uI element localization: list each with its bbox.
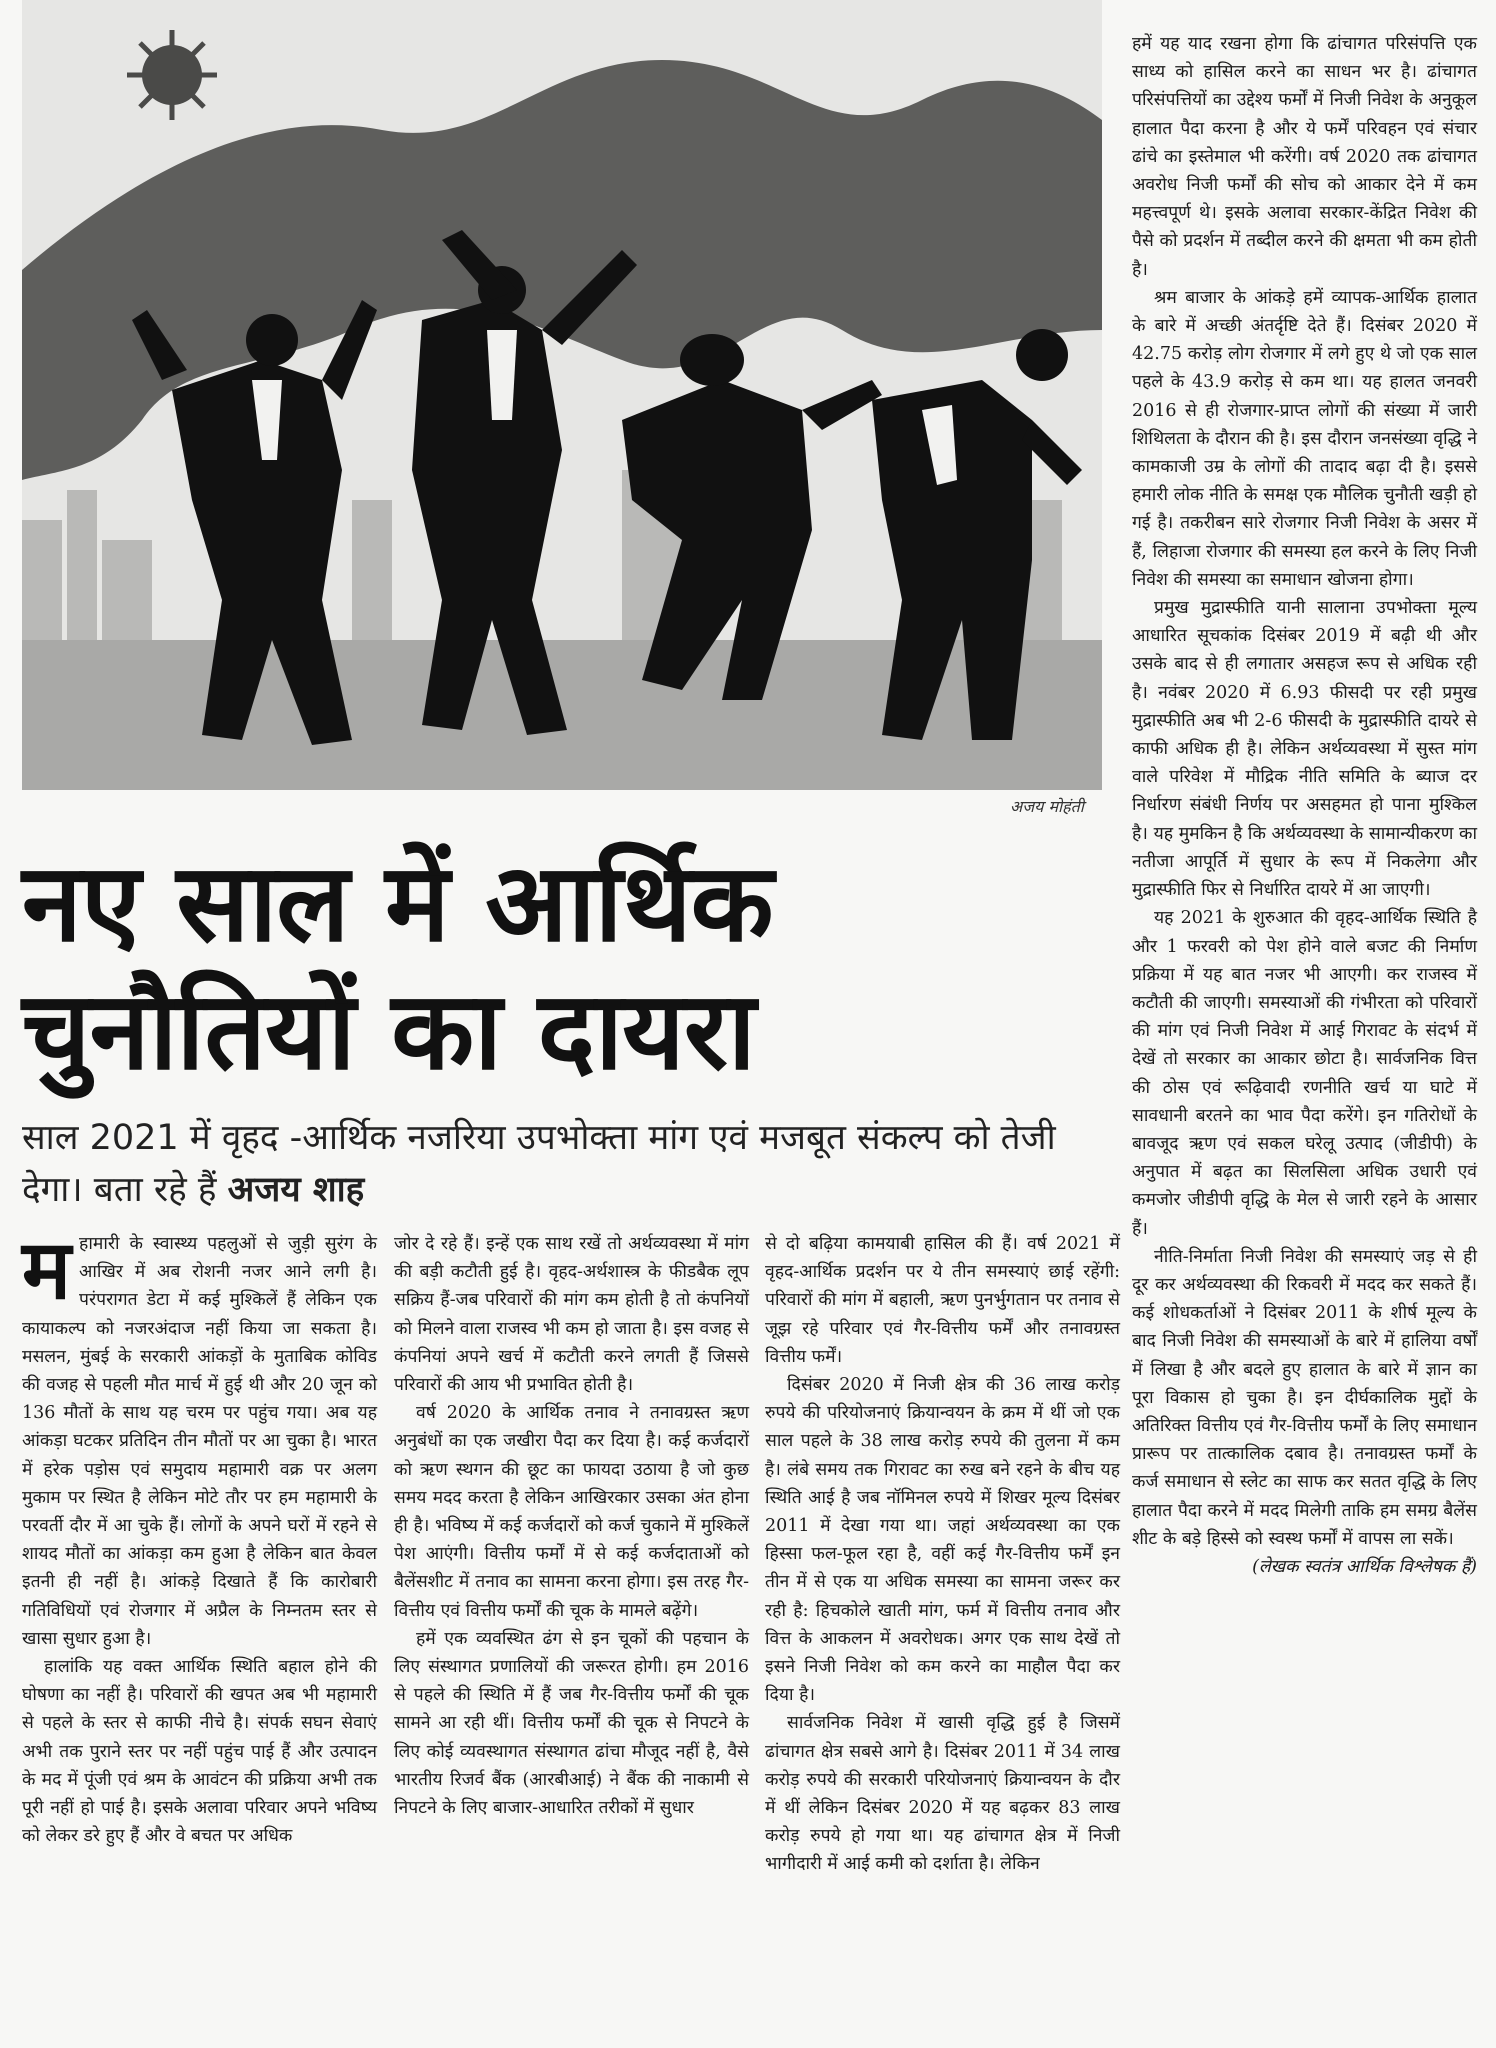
paragraph: सार्वजनिक निवेश में खासी वृद्धि हुई है जिसमें ढांचागत क्षेत्र सबसे आगे है। दिसंबर 2011 में 34 लाख करोड़ रुपये की सरकारी परियोजनाएं क्रियान्वयन के दौर में थीं लेकिन दिसंबर 2020 में यह बढ़कर 83 लाख करोड़ रुपये हो गया था। यह ढांचागत क्षेत्र में निजी भागीदारी में आई कमी को दर्शाता है। लेकिन <box>765 1713 1120 1875</box>
paragraph: नीति-निर्माता निजी निवेश की समस्याएं जड़ से ही दूर कर अर्थव्यवस्था की रिकवरी में मदद कर सकते हैं। कई शोधकर्ताओं ने दिसंबर 2011 के शीर्ष मूल्य के बाद निजी निवेश की समस्याओं के बारे में हालिया वर्षों में लिखा है और बदले हुए हालात के बारे में ज्ञान का पूरा विकास हो चुका है। इन दीर्घकालिक मुद्दों के अतिरिक्त वित्तीय एवं गैर-वित्तीय फर्मों के लिए समाधान प्रारूप पर तात्कालिक दबाव है। तनावग्रस्त फर्मों के कर्ज समाधान से स्लेट का साफ कर सतत वृद्धि के लिए हालात पैदा करने में मदद मिलेगी ताकि हम समग्र बैलेंस शीट के बड़े हिस्से को स्वस्थ फर्मों में वापस ला सकें। <box>1132 1246 1477 1549</box>
paragraph: से दो बढ़िया कामयाबी हासिल की हैं। वर्ष 2021 में वृहद-आर्थिक प्रदर्शन पर ये तीन समस्याएं छाई रहेंगी: परिवारों की मांग में बहाली, ऋण पुनर्भुगतान पर तनाव से जूझ रहे परिवार एवं गैर-वित्तीय फर्में और तनावग्रस्त वित्तीय फर्में। <box>765 1234 1120 1367</box>
headline-line-2: चुनौतियों का दायरा <box>22 969 755 1094</box>
author-name: अजय शाह <box>227 1170 365 1210</box>
article-column-1 <box>22 1223 377 1850</box>
businessmen-wrestling-virus-illustration <box>22 0 1102 790</box>
article-column-4 <box>1132 30 1477 1581</box>
subheadline <box>22 1112 1102 1216</box>
paragraph: प्रमुख मुद्रास्फीति यानी सालाना उपभोक्ता मूल्य आधारित सूचकांक दिसंबर 2019 में बढ़ी थी और उसके बाद से ही लगातार असहज रूप से अधिक रही है। नवंबर 2020 में 6.93 फीसदी पर रही प्रमुख मुद्रास्फीति अब भी 2-6 फीसदी के मुद्रास्फीति दायरे से काफी अधिक ही है। लेकिन अर्थव्यवस्था में सुस्त मांग वाले परिवेश में मौद्रिक नीति समिति के ब्याज दर निर्धारण संबंधी निर्णय पर असहमत हो पाना मुश्किल है। यह मुमकिन है कि अर्थव्यवस्था के सामान्यीकरण का नतीजा आपूर्ति में सुधार के रूप में निकलेगा और मुद्रास्फीति फिर से निर्धारित दायरे में आ जाएगी। <box>1132 598 1477 901</box>
article-column-3 <box>765 1230 1120 1879</box>
paragraph: वर्ष 2020 के आर्थिक तनाव ने तनावग्रस्त ऋण अनुबंधों का एक जखीरा पैदा कर दिया है। कई कर्जदारों को ऋण स्थगन की छूट का फायदा उठाया है जो कुछ समय मदद करता है लेकिन आखिरकार उसका अंत होना ही है। भविष्य में कई कर्जदारों को कर्ज चुकाने में मुश्किलें पेश आएंगी। वित्तीय फर्मों में से कई कर्जदाताओं को बैलेंसशीट में तनाव का सामना करना होगा। इस तरह गैर-वित्तीय एवं वित्तीय फर्मों की चूक के मामले बढ़ेंगे। <box>394 1403 749 1621</box>
paragraph: हालांकि यह वक्त आर्थिक स्थिति बहाल होने की घोषणा का नहीं है। परिवारों की खपत अब भी महामारी से पहले के स्तर से काफी नीचे है। संपर्क सघन सेवाएं अभी तक पुराने स्तर पर नहीं पहुंच पाई हैं और उत्पादन के मद में पूंजी एवं श्रम के आवंटन की प्रक्रिया अभी तक पूरी नहीं हो पाई है। इसके अलावा परिवार अपने भविष्य को लेकर डरे हुए हैं और वे बचत पर अधिक <box>22 1657 377 1847</box>
paragraph: हमें एक व्यवस्थित ढंग से इन चूकों की पहचान के लिए संस्थागत प्रणालियों की जरूरत होगी। हम 2016 से पहले की स्थिति में हैं जब गैर-वित्तीय फर्मों की चूक सामने आ रही थीं। वित्तीय फर्मों की चूक से निपटने के लिए कोई व्यवस्थागत संस्थागत ढांचा मौजूद नहीं है, वैसे भारतीय रिजर्व बैंक (आरबीआई) ने बैंक की नाकामी से निपटने के लिए बाजार-आधारित तरीकों में सुधार <box>394 1628 749 1819</box>
headline-line-1: नए साल में आर्थिक <box>22 841 773 966</box>
author-note: (लेखक स्वतंत्र आर्थिक विश्लेषक हैं) <box>1252 1556 1477 1577</box>
paragraph: हमें यह याद रखना होगा कि ढांचागत परिसंपत्ति एक साध्य को हासिल करने का साधन भर है। ढांचागत परिसंपत्तियों का उद्देश्य फर्मों में निजी निवेश के अनुकूल हालात पैदा करना है और ये फर्में परिवहन एवं संचार ढांचे का इस्तेमाल भी करेंगी। वर्ष 2020 तक ढांचागत अवरोध निजी फर्मों की सोच को आकार देने में कम महत्त्वपूर्ण थे। इसके अलावा सरकार-केंद्रित निवेश की पैसे को प्रदर्शन में तब्दील करने की क्षमता भी कम होती है। <box>1132 34 1477 280</box>
paragraph: दिसंबर 2020 में निजी क्षेत्र की 36 लाख करोड़ रुपये की परियोजनाएं क्रियान्वयन के क्रम में थीं जो एक साल पहले के 38 लाख करोड़ रुपये की तुलना में कम है। लंबे समय तक गिरावट का रुख बने रहने के बीच यह स्थिति आई है जब नॉमिनल रुपये में शिखर मूल्य दिसंबर 2011 में देखा गया था। जहां अर्थव्यवस्था का एक हिस्सा फल-फूल रहा है, वहीं कई गैर-वित्तीय फर्में इन तीन में से एक या अधिक समस्या का सामना जरूर कर रही है: हिचकोले खाती मांग, फर्म में वित्तीय तनाव और वित्त के आकलन में अवरोधक। अगर एक साथ देखें तो इसने निजी निवेश को कम करने का माहौल पैदा कर दिया है। <box>765 1375 1120 1706</box>
illustration-credit: अजय मोहंती <box>1010 797 1084 816</box>
drop-cap: म <box>22 1223 72 1318</box>
paragraph: जोर दे रहे हैं। इन्हें एक साथ रखें तो अर्थव्यवस्था में मांग की बड़ी कटौती हुई है। वृहद-अर्थशास्त्र के फीडबैक लूप सक्रिय हैं-जब परिवारों की मांग कम होती है तो कंपनियों को मिलने वाला राजस्व भी कम हो जाता है। इस वजह से कंपनियां अपने खर्च में कटौती करने लगती हैं जिससे परिवारों की आय भी प्रभावित होती है। <box>394 1234 749 1396</box>
subhead-text: साल 2021 में वृहद -आर्थिक नजरिया उपभोक्ता मांग एवं मजबूत संकल्प को तेजी देगा। बता रहे हैं <box>22 1118 1056 1210</box>
article-column-2 <box>394 1230 749 1822</box>
virus-icon <box>127 30 217 120</box>
paragraph: श्रम बाजार के आंकड़े हमें व्यापक-आर्थिक हालात के बारे में अच्छी अंतर्दृष्टि देते हैं। दिसंबर 2020 में 42.75 करोड़ लोग रोजगार में लगे हुए थे जो एक साल पहले के 43.9 करोड़ से कम था। यह हालत जनवरी 2016 से ही रोजगार-प्राप्त लोगों की संख्या में जारी शिथिलता के दौरान की है। इस दौरान जनसंख्या वृद्धि ने कामकाजी उम्र के लोगों की तादाद बढ़ा दी है। इससे हमारी लोक नीति के समक्ष एक मौलिक चुनौती खड़ी हो गई है। तकरीबन सारे रोजगार निजी निवेश के असर में हैं, लिहाजा रोजगार की समस्या हल करने के लिए निजी निवेश की समस्या का समाधान खोजना होगा। <box>1132 287 1477 590</box>
article-illustration <box>22 0 1102 790</box>
paragraph: यह 2021 के शुरुआत की वृहद-आर्थिक स्थिति है और 1 फरवरी को पेश होने वाले बजट की निर्माण प्रक्रिया में यह बात नजर भी आएगी। कर राजस्व में कटौती की जाएगी। समस्याओं की गंभीरता को परिवारों की मांग एवं निजी निवेश में आई गिरावट के संदर्भ में देखें तो सरकार का आकार छोटा है। सार्वजनिक वित्त की ठोस एवं रूढ़िवादी रणनीति खर्च या घाटे में सावधानी बरतने का भाव पैदा करेंगे। इन गतिरोधों के बावजूद ऋण एवं सकल घरेलू उत्पाद (जीडीपी) के अनुपात में बढ़त का सिलसिला अधिक उधारी एवं कमजोर जीडीपी वृद्धि के मेल से जारी रहने के आसार हैं। <box>1132 908 1477 1239</box>
page-title <box>22 840 1107 1096</box>
paragraph: महामारी के स्वास्थ्य पहलुओं से जुड़ी सुरंग के आखिर में अब रोशनी नजर आने लगी है। परंपरागत डेटा में कई मुश्किलें हैं लेकिन एक कायाकल्प को नजरअंदाज नहीं किया जा सकता है। मसलन, मुंबई के सरकारी आंकड़ों के मुताबिक कोविड की वजह से पहली मौत मार्च में हुई थी और 20 जून को 136 मौतों के साथ यह चरम पर पहुंच गया। अब यह आंकड़ा घटकर प्रतिदिन तीन मौतों पर आ चुका है। भारत में हरेक पड़ोस एवं समुदाय महामारी वक्र पर अलग मुकाम पर स्थित है लेकिन मोटे तौर पर हम महामारी के परवर्ती दौर में आ चुके हैं। लोगों के अपने घरों में रहने से शायद मौतों का आंकड़ा कम हुआ है लेकिन बात केवल इतनी ही नहीं है। आंकड़े दिखाते हैं कि कारोबारी गतिविधियों एवं रोजगार में अप्रैल के निम्नतम स्तर से खासा सुधार हुआ है। <box>22 1223 377 1649</box>
